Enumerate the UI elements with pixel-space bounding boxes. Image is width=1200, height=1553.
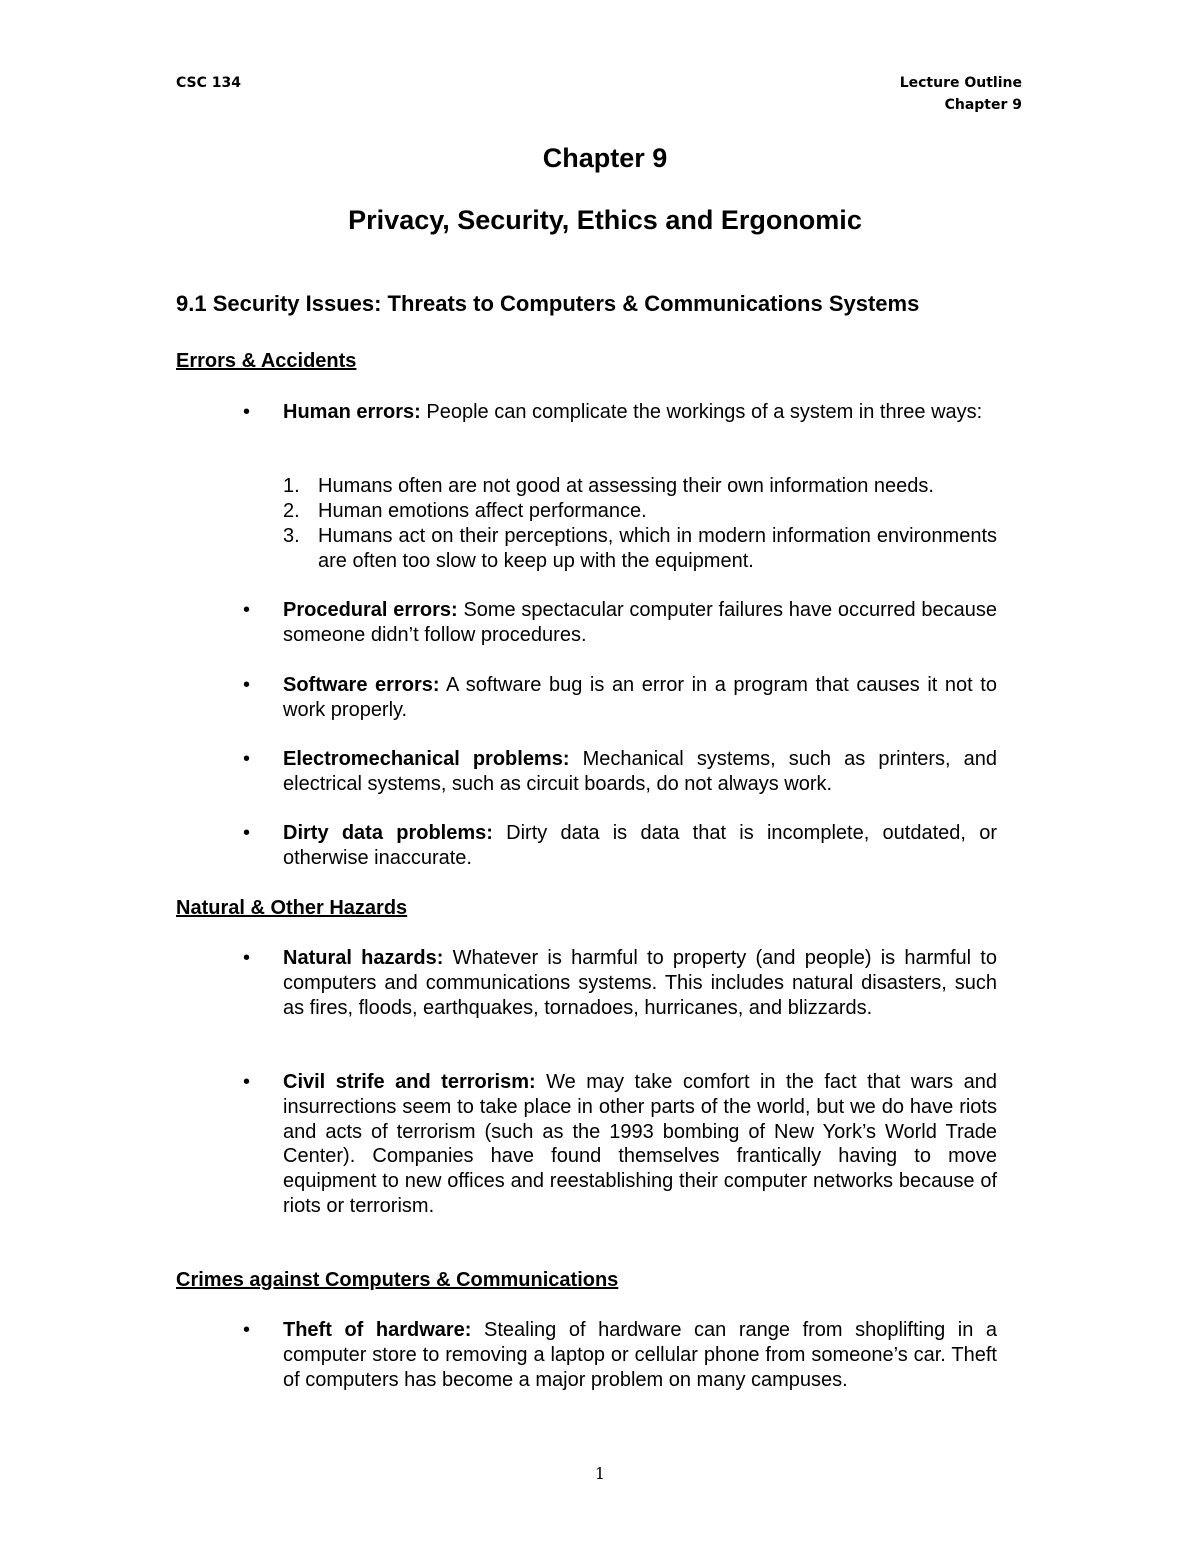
page-number: 1 (594, 1464, 606, 1483)
subheading-crimes: Crimes against Computers & Communications (176, 1269, 619, 1291)
header-lecture-outline: Lecture Outline (899, 75, 1022, 91)
list-number: 3. (283, 525, 300, 547)
section-heading: 9.1 Security Issues: Threats to Computers & Communications Systems (176, 291, 920, 316)
term-label: Dirty data problems: (283, 822, 493, 844)
numbered-item-text: Human emotions affect performance. (318, 500, 647, 522)
header-course-code: CSC 134 (176, 75, 241, 91)
subheading-errors-accidents: Errors & Accidents (176, 350, 357, 372)
list-item-procedural-errors (283, 598, 997, 648)
list-item-human-errors (283, 400, 997, 425)
term-text: Stealing of hardware can range from shoplifting in a computer store to removing a laptop or cellular phone from someone’s car. Theft of computers has become a major problem on many campuses. (283, 1319, 997, 1391)
header-chapter: Chapter 9 (944, 97, 1022, 113)
bullet-icon: • (243, 748, 251, 770)
bullet-icon: • (243, 599, 251, 621)
term-label: Procedural errors: (283, 599, 458, 621)
bullet-icon: • (243, 674, 251, 696)
term-label: Software errors: (283, 674, 440, 696)
term-text: A software bug is an error in a program that causes it not to work properly. (283, 674, 997, 721)
list-number: 1. (283, 475, 300, 497)
term-label: Theft of hardware: (283, 1319, 472, 1341)
chapter-title: Chapter 9 (542, 143, 668, 173)
subheading-natural-hazards: Natural & Other Hazards (176, 897, 408, 919)
term-text: Dirty data is data that is incomplete, outdated, or otherwise inaccurate. (283, 822, 997, 869)
header-right (900, 72, 1022, 116)
list-item-civil-strife (283, 1070, 997, 1219)
term-label: Electromechanical problems: (283, 748, 570, 770)
bullet-icon: • (243, 401, 251, 423)
bullet-icon: • (243, 1071, 251, 1093)
term-text: People can complicate the workings of a system in three ways: (420, 401, 983, 423)
bullet-icon: • (243, 1319, 251, 1341)
numbered-item-text: Humans act on their perceptions, which in modern information environments are often too slow to keep up with the equipment. (318, 525, 997, 572)
list-item-software-errors (283, 673, 997, 723)
term-text: We may take comfort in the fact that wars and insurrections seem to take place in other parts of the world, but we do have riots and acts of terrorism (such as the 1993 bombing of New York’s World Trade Center). Companies have found themselves frantically having to move equipment to new offices and reestablishing their computer networks because of riots or terrorism. (283, 1071, 997, 1217)
numbered-item-text: Humans often are not good at assessing their own information needs. (318, 475, 934, 497)
term-text: Whatever is harmful to property (and people) is harmful to computers and communications systems. This includes natural disasters, such as fires, floods, earthquakes, tornadoes, hurricanes, and blizzards. (283, 947, 997, 1019)
term-label: Civil strife and terrorism: (283, 1071, 536, 1093)
chapter-subtitle: Privacy, Security, Ethics and Ergonomic (348, 205, 862, 235)
term-label: Human errors: (283, 401, 421, 423)
list-item-theft-hardware (283, 1318, 997, 1392)
list-item-electromechanical (283, 747, 997, 797)
bullet-icon: • (243, 822, 251, 844)
list-number: 2. (283, 500, 300, 522)
term-text: Mechanical systems, such as printers, and electrical systems, such as circuit boards, do not always work. (283, 748, 998, 795)
term-text: Some spectacular computer failures have occurred because someone didn’t follow procedures. (283, 599, 998, 646)
list-item-natural-hazards (283, 946, 997, 1020)
list-item-dirty-data (283, 821, 997, 871)
bullet-icon: • (243, 947, 251, 969)
term-label: Natural hazards: (283, 947, 444, 969)
